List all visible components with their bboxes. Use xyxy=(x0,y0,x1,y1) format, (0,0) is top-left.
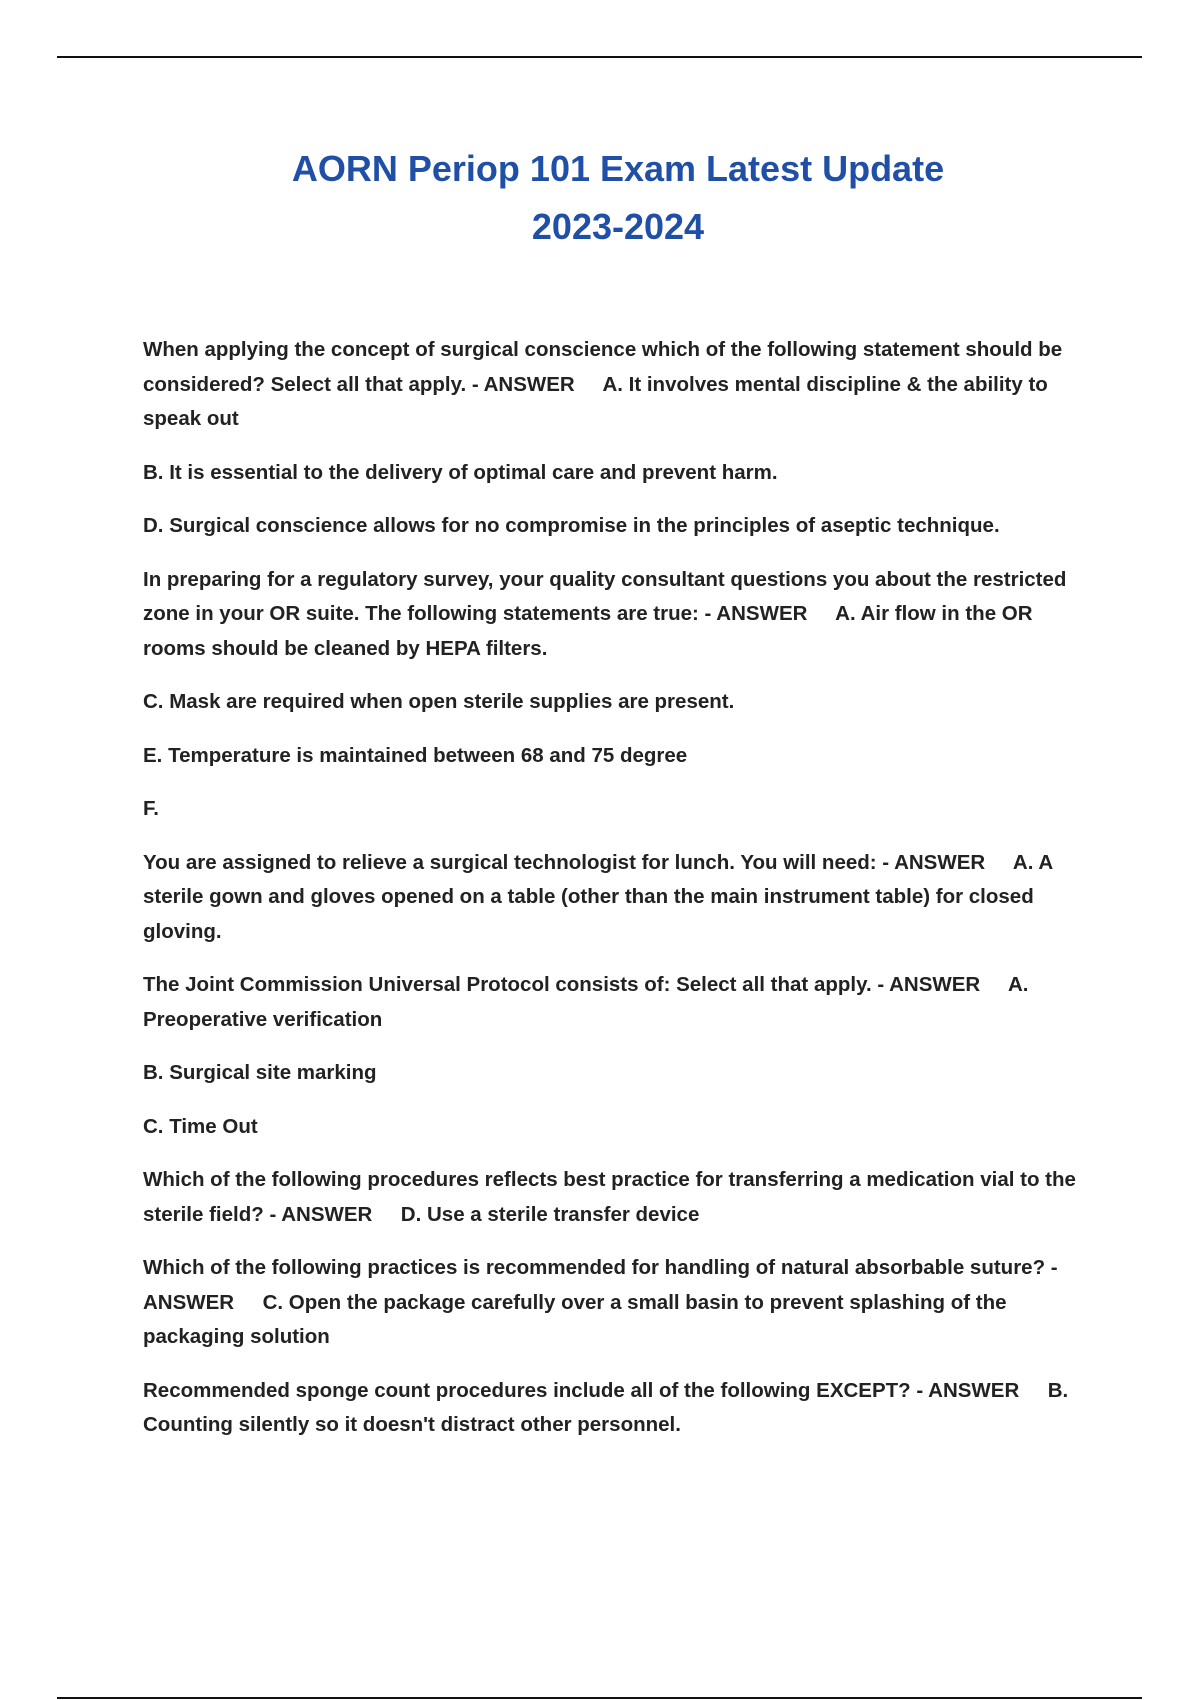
question-5: Which of the following procedures reflects best practice for transferring a medication vial to the sterile field? - ANSWER D. Use a sterile transfer device xyxy=(143,1168,1082,1226)
answer-4-b: B. Surgical site marking xyxy=(143,1061,377,1084)
answer-2-c: C. Mask are required when open sterile supplies are present. xyxy=(143,690,735,713)
question-2: In preparing for a regulatory survey, your quality consultant questions you about the restricted zone in your OR suite. The following statements are true: - ANSWER A. Air flow in the OR rooms should be cleaned by HEPA filters. xyxy=(143,567,1073,660)
question-7: Recommended sponge count procedures include all of the following EXCEPT? - ANSWER B. Counting silently so it doesn't distract other personnel. xyxy=(143,1378,1074,1436)
answer-1-b: B. It is essential to the delivery of optimal care and prevent harm. xyxy=(143,460,778,484)
page-title-line-2: 2023-2024 xyxy=(531,206,705,247)
page-title-line-1: AORN Periop 101 Exam Latest Update xyxy=(291,148,945,189)
question-6: Which of the following practices is recommended for handling of natural absorbable suture? - ANSWER C. Open the package carefully over a small basin to prevent splashing of the packaging solution xyxy=(143,1256,1063,1348)
page-title xyxy=(0,140,1200,256)
document-body xyxy=(143,333,1088,1462)
answer-2-f: F. xyxy=(143,797,159,820)
question-4: The Joint Commission Universal Protocol consists of: Select all that apply. - ANSWER A. Preoperative verification xyxy=(143,973,1035,1031)
question-1: When applying the concept of surgical conscience which of the following statement should be considered? Select all that apply. - ANSWER A. It involves mental discipline & the ability to speak out xyxy=(143,338,1068,430)
footer-rule xyxy=(57,1697,1142,1699)
header-rule xyxy=(57,56,1142,58)
answer-4-c: C. Time Out xyxy=(143,1114,258,1138)
answer-2-e: E. Temperature is maintained between 68 and 75 degree xyxy=(143,743,688,767)
answer-1-d: D. Surgical conscience allows for no compromise in the principles of aseptic technique. xyxy=(143,514,1000,537)
question-3: You are assigned to relieve a surgical technologist for lunch. You will need: - ANSWER A. A sterile gown and gloves opened on a table (other than the main instrument table) for closed gloving. xyxy=(143,850,1059,943)
